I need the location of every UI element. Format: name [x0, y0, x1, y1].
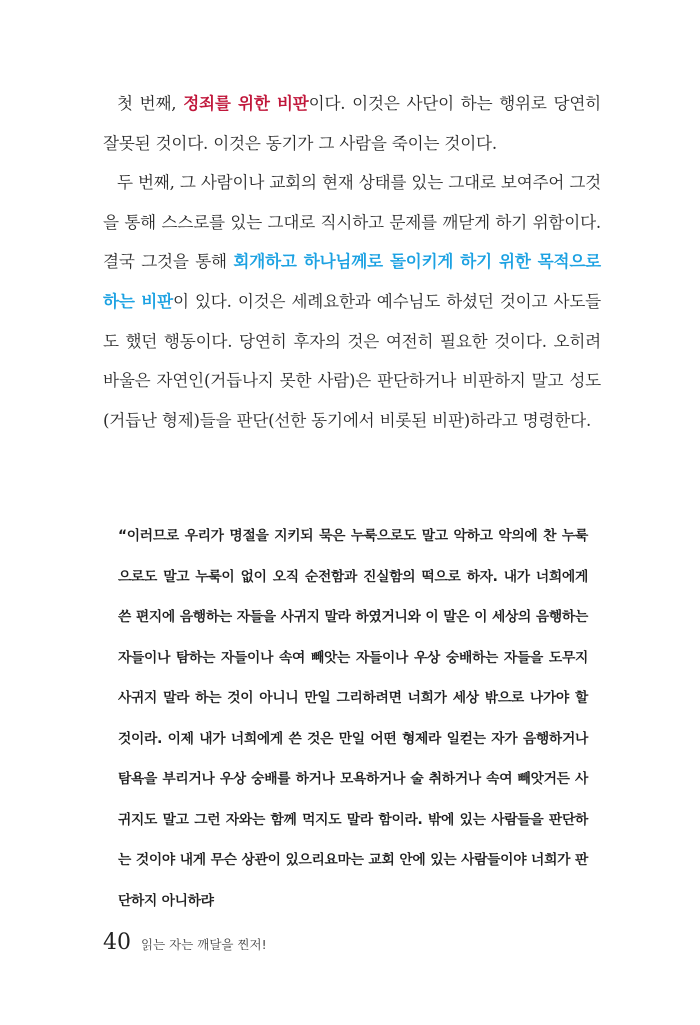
page-number: 40 [103, 930, 131, 955]
book-title: 읽는 자는 깨달을 찐저! [141, 937, 267, 952]
paragraph-2-text-a: 두 번째, 그 사람이나 교회의 현재 상태를 있는 그대로 보여주어 그것을 통해 스스로를 있는 그대로 직시하고 문제를 깨닫게 하기 위함이다. 결국 그것을 통해 [103, 173, 601, 272]
body-text [103, 84, 601, 440]
paragraph-1-text-a: 첫 번째, [117, 94, 184, 113]
quote-text: “이러므로 우리가 명절을 지키되 묵은 누룩으로도 말고 악하고 악의에 찬 누룩으로도 말고 누룩이 없이 오직 순전함과 진실함의 떡으로 하자. 내가 너희에게 쓴 편지에 음행하는 자들을 사귀지 말라 하였거니와 이 말은 이 세상의 음행하는 자들이나 탐하는 자들이나 속여 빼앗는 자들이나 우상 숭배하는 자들을 도무지 사귀지 말라 하는 것이 아니니 만일 그리하려면 너희가 세상 밖으로 나가야 할 것이라. 이제 내가 너희에게 쓴 것은 만일 어떤 형제라 일컫는 자가 음행하거나 탐욕을 부리거나 우상 숭배를 하거나 모욕하거나 술 취하거나 속여 빼앗거든 사귀지도 말고 그런 자와는 함께 먹지도 말라 함이라. 밖에 있는 사람들을 판단하는 것이야 내게 무슨 상관이 있으리요마는 교회 안에 있는 사람들이야 너희가 판단하지 아니하랴 [118, 528, 588, 909]
scripture-quote [118, 516, 588, 921]
paragraph-1-text-b: 이다. 이것은 사단이 하는 행위로 당연히 잘못된 것이다. 이것은 동기가 그 사람을 죽이는 것이다. [103, 94, 601, 153]
paragraph-2 [103, 163, 601, 440]
paragraph-2-text-b: 이 있다. 이것은 세례요한과 예수님도 하셨던 것이고 사도들도 했던 행동이다. 당연히 후자의 것은 여전히 필요한 것이다. 오히려 바울은 자연인(거듭나지 못한 사람)은 판단하거나 비판하지 말고 성도(거듭난 형제)들을 판단(선한 동기에서 비롯된 비판)하라고 명령한다. [103, 291, 601, 430]
blue-highlight: 회개하고 하나님께로 돌이키게 하기 위한 목적으로 하는 비판 [103, 251, 601, 311]
paragraph-1 [103, 84, 601, 163]
page-footer [103, 930, 267, 955]
red-highlight: 정죄를 위한 비판 [183, 93, 309, 113]
